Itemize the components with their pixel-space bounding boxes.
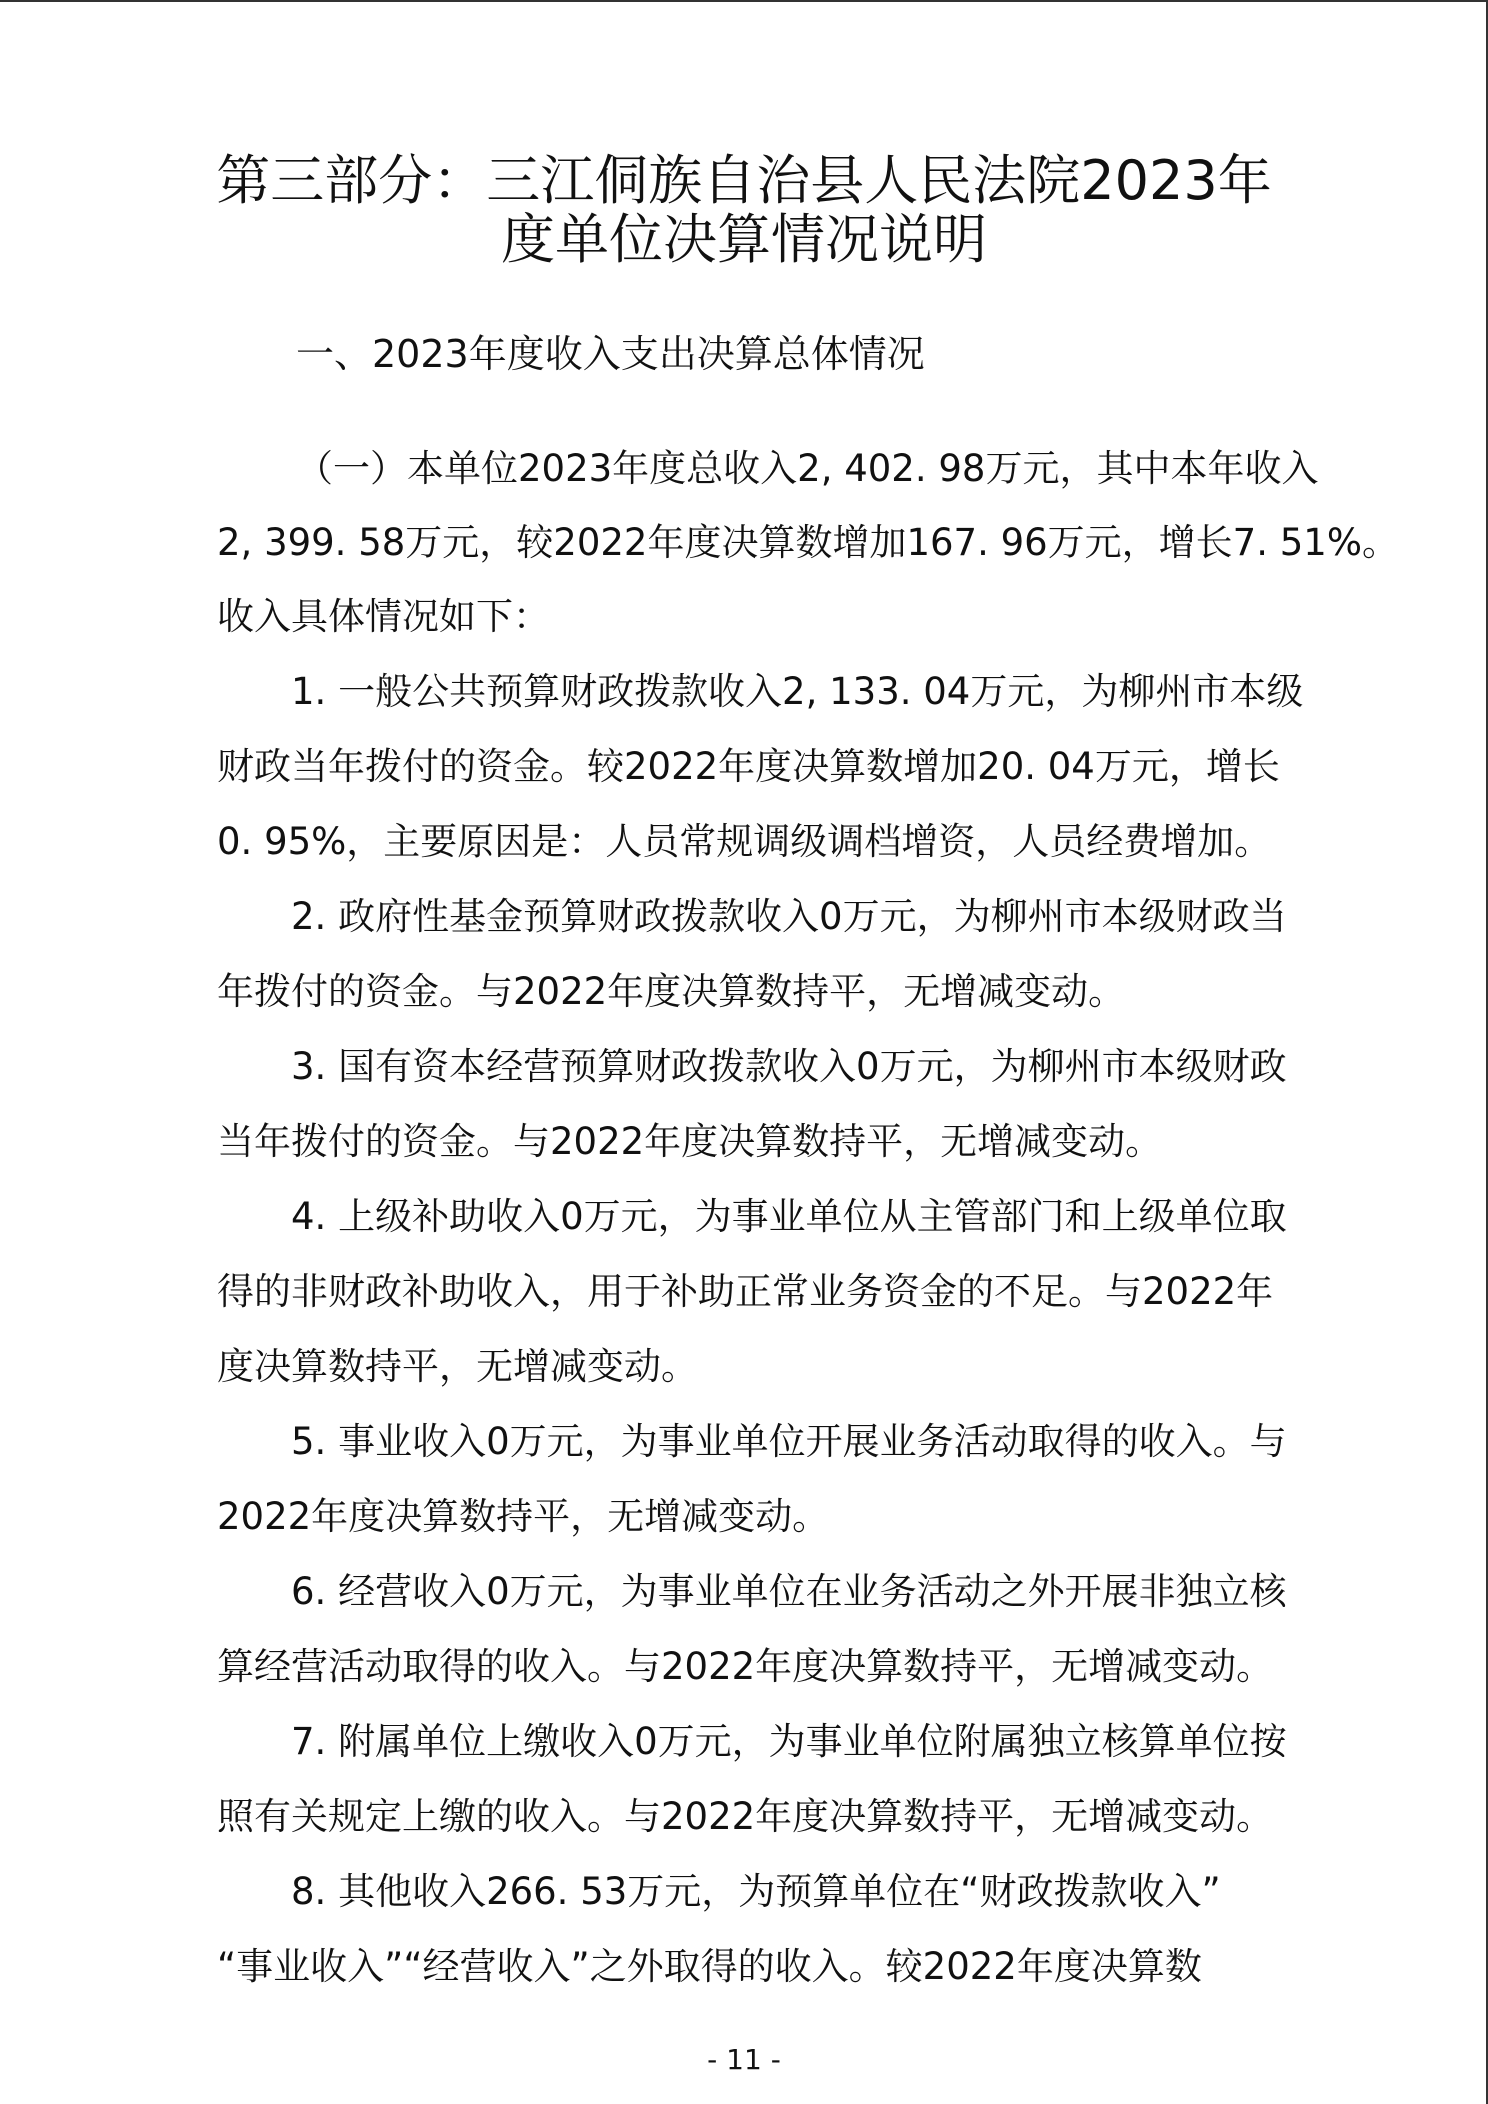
paragraph-line: 年拨付的资金。与2022年度决算数持平，无增减变动。 <box>217 970 1126 1013</box>
paragraph-line: 财政当年拨付的资金。较2022年度决算数增加20. 04万元，增长 <box>217 745 1280 788</box>
page-number: - 11 - <box>707 2043 781 2076</box>
paragraph-line: 2, 399. 58万元，较2022年度决算数增加167. 96万元，增长7. 51%。 <box>217 521 1399 564</box>
paragraph-line: 当年拨付的资金。与2022年度决算数持平，无增减变动。 <box>217 1120 1163 1163</box>
paragraph-line: 6. 经营收入0万元，为事业单位在业务活动之外开展非独立核 <box>291 1570 1287 1613</box>
paragraph-line: 4. 上级补助收入0万元，为事业单位从主管部门和上级单位取 <box>291 1195 1287 1238</box>
paragraph-line: 8. 其他收入266. 53万元，为预算单位在“财政拨款收入” <box>291 1870 1221 1913</box>
paragraph-line: 得的非财政补助收入，用于补助正常业务资金的不足。与2022年 <box>217 1270 1274 1313</box>
paragraph-line: 度决算数持平，无增减变动。 <box>217 1345 698 1388</box>
section-heading: 一、2023年度收入支出决算总体情况 <box>296 332 925 376</box>
paragraph-line: 照有关规定上缴的收入。与2022年度决算数持平，无增减变动。 <box>217 1795 1274 1838</box>
page-title-line-2: 度单位决算情况说明 <box>501 208 987 271</box>
paragraph-line: 2022年度决算数持平，无增减变动。 <box>217 1495 830 1538</box>
paragraph-line: 7. 附属单位上缴收入0万元，为事业单位附属独立核算单位按 <box>291 1720 1287 1763</box>
paragraph-line: （一）本单位2023年度总收入2, 402. 98万元，其中本年收入 <box>296 447 1319 490</box>
paragraph-line: 2. 政府性基金预算财政拨款收入0万元，为柳州市本级财政当 <box>291 895 1287 938</box>
paragraph-line: 算经营活动取得的收入。与2022年度决算数持平，无增减变动。 <box>217 1645 1274 1688</box>
paragraph-line: 1. 一般公共预算财政拨款收入2, 133. 04万元，为柳州市本级 <box>291 670 1304 713</box>
paragraph-line: 3. 国有资本经营预算财政拨款收入0万元，为柳州市本级财政 <box>291 1045 1287 1088</box>
top-border <box>0 0 1488 2</box>
paragraph-line: 0. 95%，主要原因是：人员常规调级调档增资，人员经费增加。 <box>217 820 1272 863</box>
paragraph-line: 收入具体情况如下： <box>217 595 550 638</box>
paragraph-line: 5. 事业收入0万元，为事业单位开展业务活动取得的收入。与 <box>291 1420 1287 1463</box>
page-title-line-1: 第三部分：三江侗族自治县人民法院2023年 <box>216 149 1272 212</box>
paragraph-line: “事业收入”“经营收入”之外取得的收入。较2022年度决算数 <box>217 1945 1202 1988</box>
